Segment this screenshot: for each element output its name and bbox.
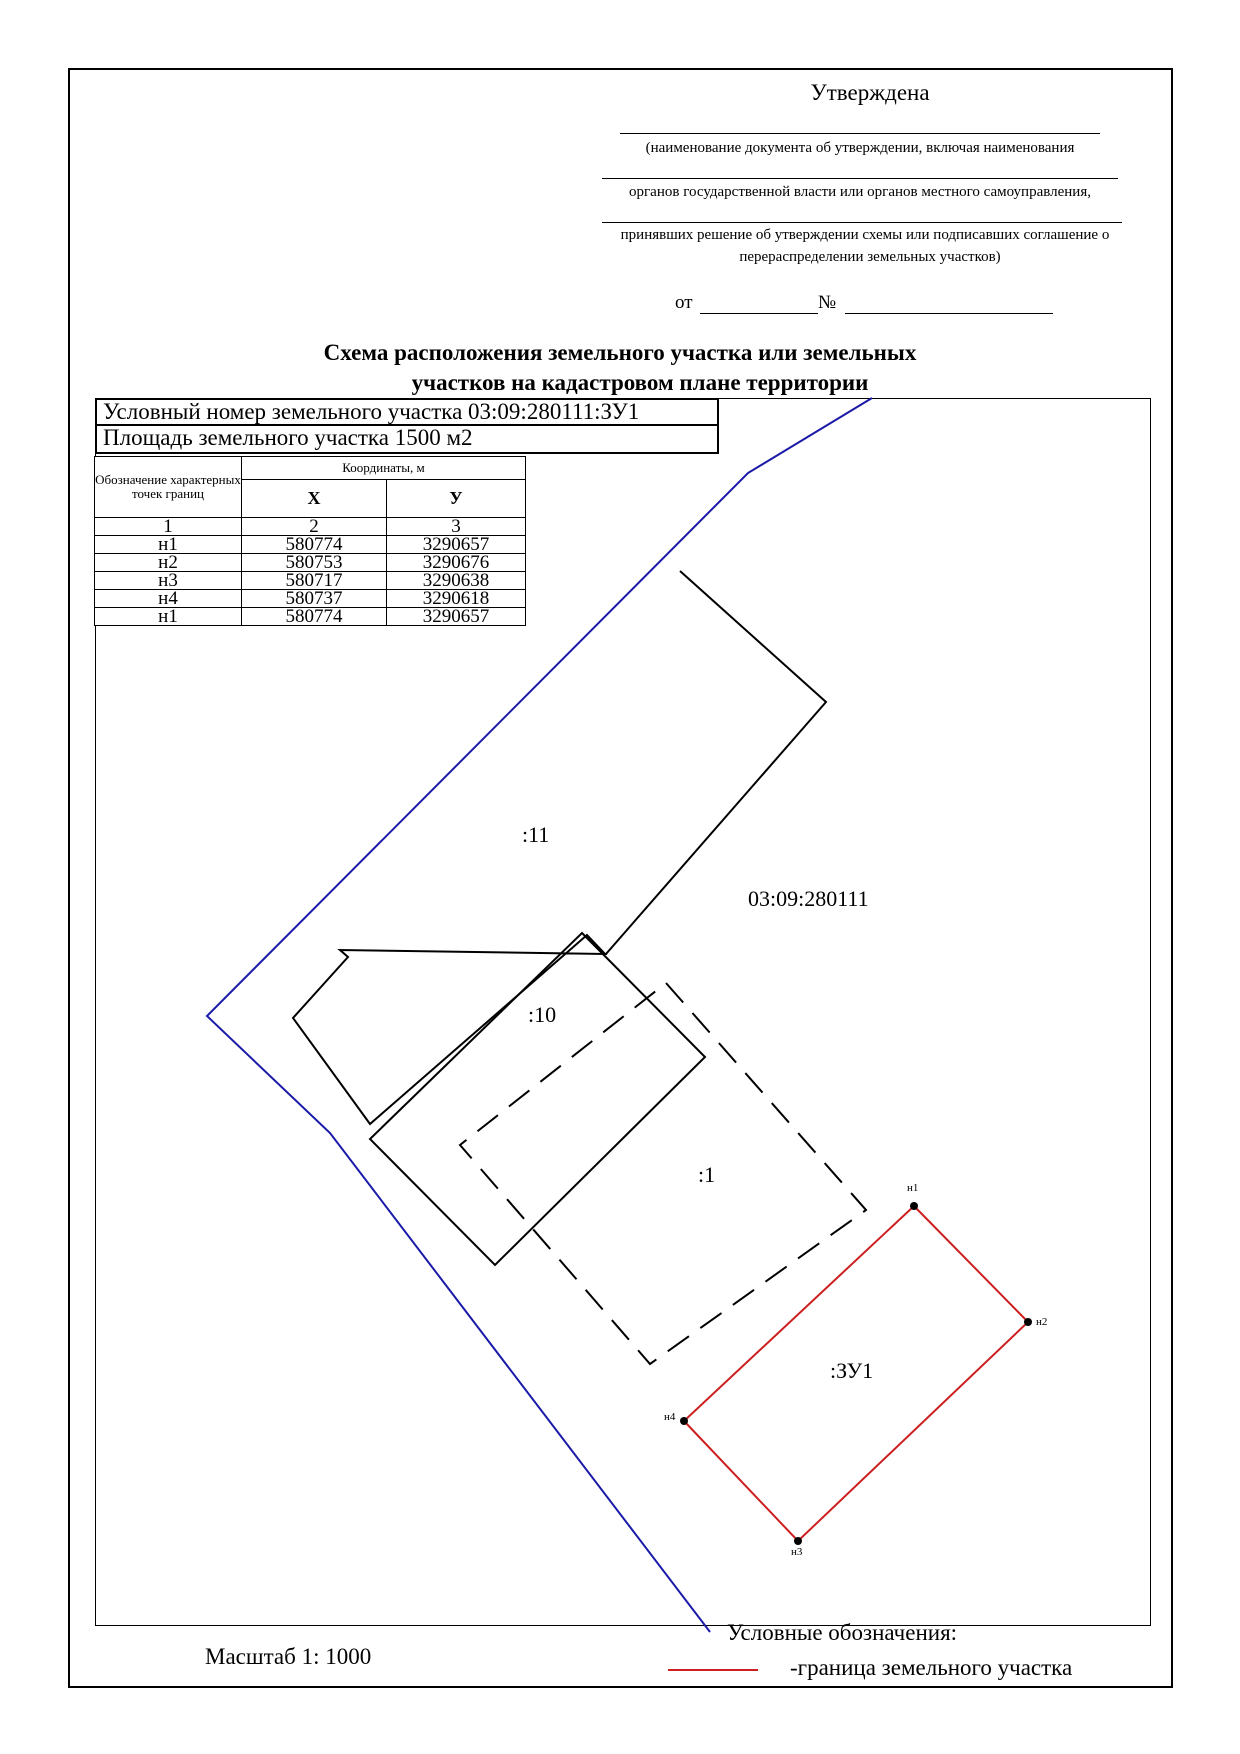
scheme-title-line-2: участков на кадастровом плане территории	[411, 370, 869, 395]
table-row	[95, 608, 526, 626]
parcel-11-outline	[293, 571, 826, 1124]
approval-note-line-4: перераспределении земельных участков)	[739, 249, 1001, 265]
coords-header: Координаты, м	[242, 457, 526, 480]
number-cell: 1	[95, 518, 242, 536]
y-cell: 3290676	[387, 554, 526, 572]
quarter-number-label: 03:09:280111	[748, 886, 869, 911]
y-cell: 3290657	[387, 536, 526, 554]
point-n1-label: н1	[907, 1182, 919, 1194]
parcel-10-outline	[370, 933, 705, 1265]
parcel-11-label: :11	[522, 822, 550, 847]
table-row	[95, 572, 526, 590]
x-cell: 580774	[242, 536, 387, 554]
legend-item-boundary: -граница земельного участка	[790, 1655, 1073, 1680]
scale-label: Масштаб 1: 1000	[205, 1644, 372, 1669]
scheme-title-line-1: Схема расположения земельного участка или земельных	[323, 340, 917, 365]
parcel-10-label: :10	[528, 1002, 557, 1027]
y-cell: 3290657	[387, 608, 526, 626]
number-sign: №	[818, 292, 837, 313]
point-n1-marker	[910, 1202, 918, 1210]
legend-title: Условные обозначения:	[727, 1620, 958, 1645]
point-cell: н4	[95, 590, 242, 608]
point-n3-marker	[794, 1537, 802, 1545]
parcel-zu1-label: :ЗУ1	[830, 1358, 874, 1383]
y-cell: 3290638	[387, 572, 526, 590]
point-cell: н2	[95, 554, 242, 572]
point-cell: н3	[95, 572, 242, 590]
coordinates-table	[94, 456, 526, 626]
col-point-header: Обозначение характерных точек границ	[95, 457, 242, 518]
table-row	[95, 554, 526, 572]
point-n3-label: н3	[791, 1546, 803, 1558]
approved-label: Утверждена	[810, 80, 930, 105]
approval-note-line-1: (наименование документа об утверждении, включая наименования	[645, 140, 1075, 156]
approval-note-line-3: принявших решение об утверждении схемы или подписавших соглашение о	[620, 227, 1110, 243]
y-header: У	[387, 480, 526, 518]
date-prefix: от	[675, 292, 693, 313]
conditional-number-box: Условный номер земельного участка 03:09:280111:ЗУ1	[95, 398, 719, 426]
x-cell: 580774	[242, 608, 387, 626]
x-header: X	[242, 480, 387, 518]
point-cell: н1	[95, 608, 242, 626]
point-n4-label: н4	[664, 1411, 676, 1423]
point-n2-marker	[1024, 1318, 1032, 1326]
x-cell: 580717	[242, 572, 387, 590]
number-cell: 2	[242, 518, 387, 536]
table-row	[95, 536, 526, 554]
y-cell: 3290618	[387, 590, 526, 608]
parcel-1-label: :1	[698, 1162, 716, 1187]
parcel-11-outline	[293, 571, 826, 1107]
area-box: Площадь земельного участка 1500 м2	[95, 426, 719, 454]
point-n2-label: н2	[1036, 1316, 1048, 1328]
point-cell: н1	[95, 536, 242, 554]
x-cell: 580753	[242, 554, 387, 572]
point-n4-marker	[680, 1417, 688, 1425]
approval-note-line-2: органов государственной власти или органов местного самоуправления,	[629, 184, 1091, 200]
table-row	[95, 590, 526, 608]
number-cell: 3	[387, 518, 526, 536]
x-cell: 580737	[242, 590, 387, 608]
